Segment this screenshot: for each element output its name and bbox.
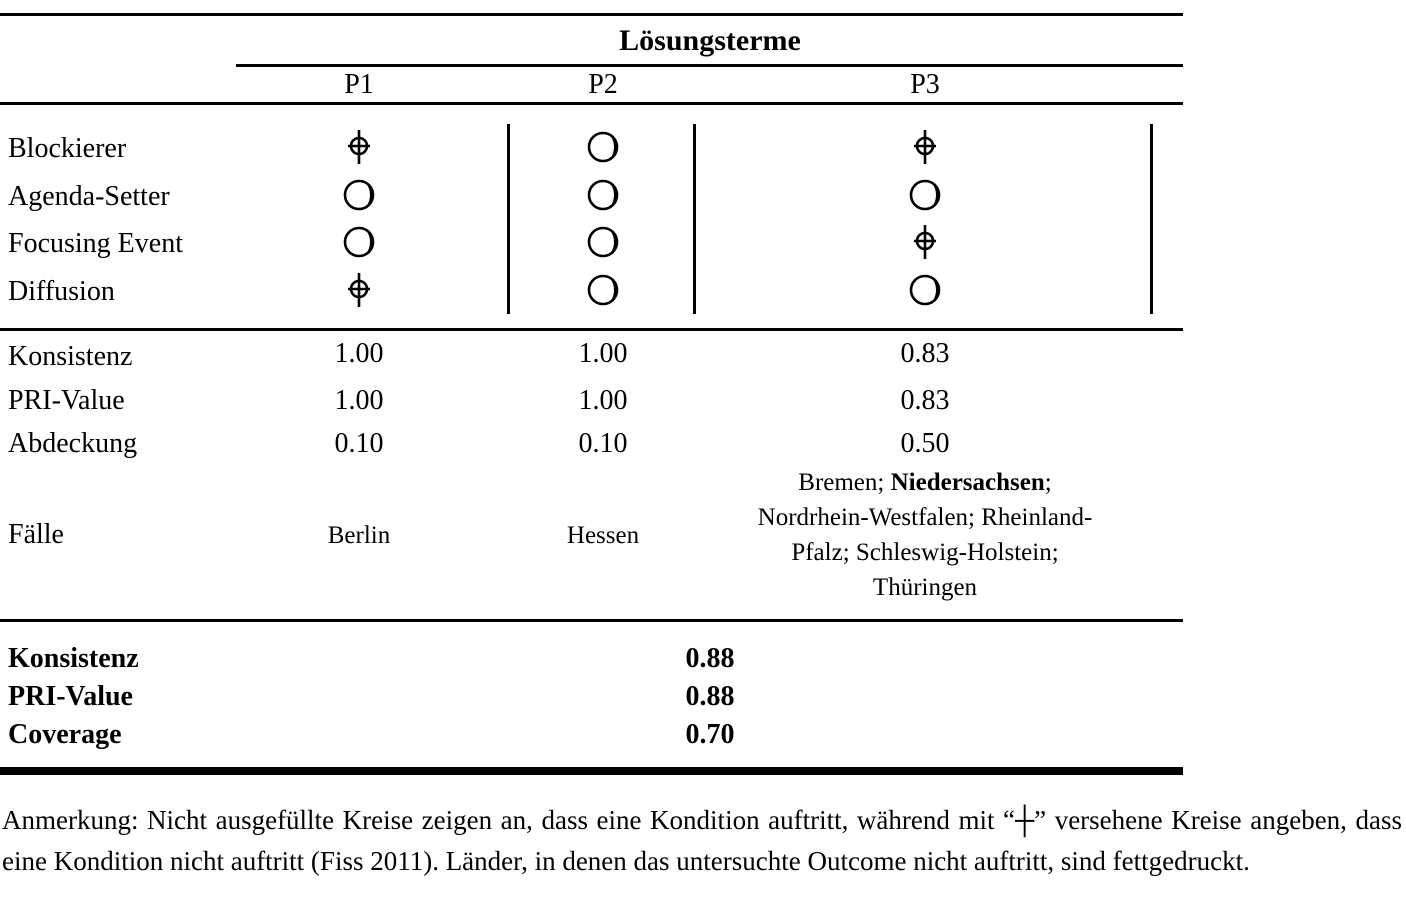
metric-label-abdeckung: Abdeckung: [8, 428, 138, 459]
crossed-symbol-icon: ┼: [1015, 805, 1035, 835]
metric-label-pri-value: PRI-Value: [8, 385, 125, 416]
group-title: Lösungsterme: [619, 24, 801, 57]
solution-label-konsistenz: Konsistenz: [8, 643, 139, 674]
table-note: Anmerkung: Nicht ausgefüllte Kreise zeigen an, dass eine Kondition auftritt, während mit “┼” versehene Kreise angeben, dass eine Kondition nicht auftritt (Fiss 2011). Länder, in denen das untersuchte Outcome nicht auftritt, sind fettgedruckt.: [2, 805, 1402, 876]
separator-p3-end: [1150, 124, 1153, 314]
solution-value-coverage: 0.70: [685, 719, 735, 750]
metric-pri-value-p2: 1.00: [578, 385, 628, 416]
group-header-rule: [236, 64, 1183, 67]
open-circle-icon: [583, 270, 623, 310]
column-header-p1: P1: [344, 69, 374, 100]
crossed-circle-icon: [905, 127, 945, 167]
condition-label-focusing-event: Focusing Event: [8, 228, 183, 259]
metric-pri-value-p1: 1.00: [334, 385, 384, 416]
top-rule: [0, 13, 1183, 16]
column-header-rule: [0, 102, 1183, 105]
cases-p3-line2: Nordrhein-Westfalen; Rheinland-: [757, 504, 1093, 531]
metric-abdeckung-p3: 0.50: [900, 428, 950, 459]
bold-case-niedersachsen: Niedersachsen: [890, 469, 1045, 496]
metric-konsistenz-p2: 1.00: [578, 338, 628, 369]
crossed-circle-icon: [339, 127, 379, 167]
cases-p3-line3: Pfalz; Schleswig-Holstein;: [791, 539, 1059, 566]
open-circle-icon: [905, 175, 945, 215]
open-circle-icon: [583, 175, 623, 215]
cases-p3-line4: Thüringen: [872, 574, 978, 601]
solution-label-pri-value: PRI-Value: [8, 681, 133, 712]
solution-value-pri-value: 0.88: [685, 681, 735, 712]
open-circle-icon: [339, 175, 379, 215]
metric-pri-value-p3: 0.83: [900, 385, 950, 416]
crossed-circle-icon: [339, 270, 379, 310]
condition-label-diffusion: Diffusion: [8, 276, 115, 307]
cases-p3-line1: Bremen; Niedersachsen;: [798, 469, 1052, 496]
conditions-rule: [0, 328, 1183, 331]
open-circle-icon: [905, 270, 945, 310]
metric-label-konsistenz: Konsistenz: [8, 341, 133, 372]
condition-label-agenda-setter: Agenda-Setter: [8, 181, 170, 212]
condition-label-blockierer: Blockierer: [8, 133, 127, 164]
column-header-p3: P3: [910, 69, 940, 100]
separator-p1-p2: [507, 124, 510, 314]
cases-p2: Hessen: [566, 522, 640, 549]
metric-konsistenz-p1: 1.00: [334, 338, 384, 369]
open-circle-icon: [583, 222, 623, 262]
bottom-rule: [0, 767, 1183, 775]
cases-p1: Berlin: [327, 522, 391, 549]
cases-label: Fälle: [8, 519, 64, 550]
separator-p2-p3: [693, 124, 696, 314]
open-circle-icon: [583, 127, 623, 167]
open-circle-icon: [339, 222, 379, 262]
cases-p3: [758, 465, 1093, 605]
column-header-p2: P2: [588, 69, 618, 100]
crossed-circle-icon: [905, 222, 945, 262]
solution-label-coverage: Coverage: [8, 719, 122, 750]
solution-value-konsistenz: 0.88: [685, 643, 735, 674]
metric-konsistenz-p3: 0.83: [900, 338, 950, 369]
metrics-rule: [0, 619, 1183, 622]
metric-abdeckung-p1: 0.10: [334, 428, 384, 459]
metric-abdeckung-p2: 0.10: [578, 428, 628, 459]
